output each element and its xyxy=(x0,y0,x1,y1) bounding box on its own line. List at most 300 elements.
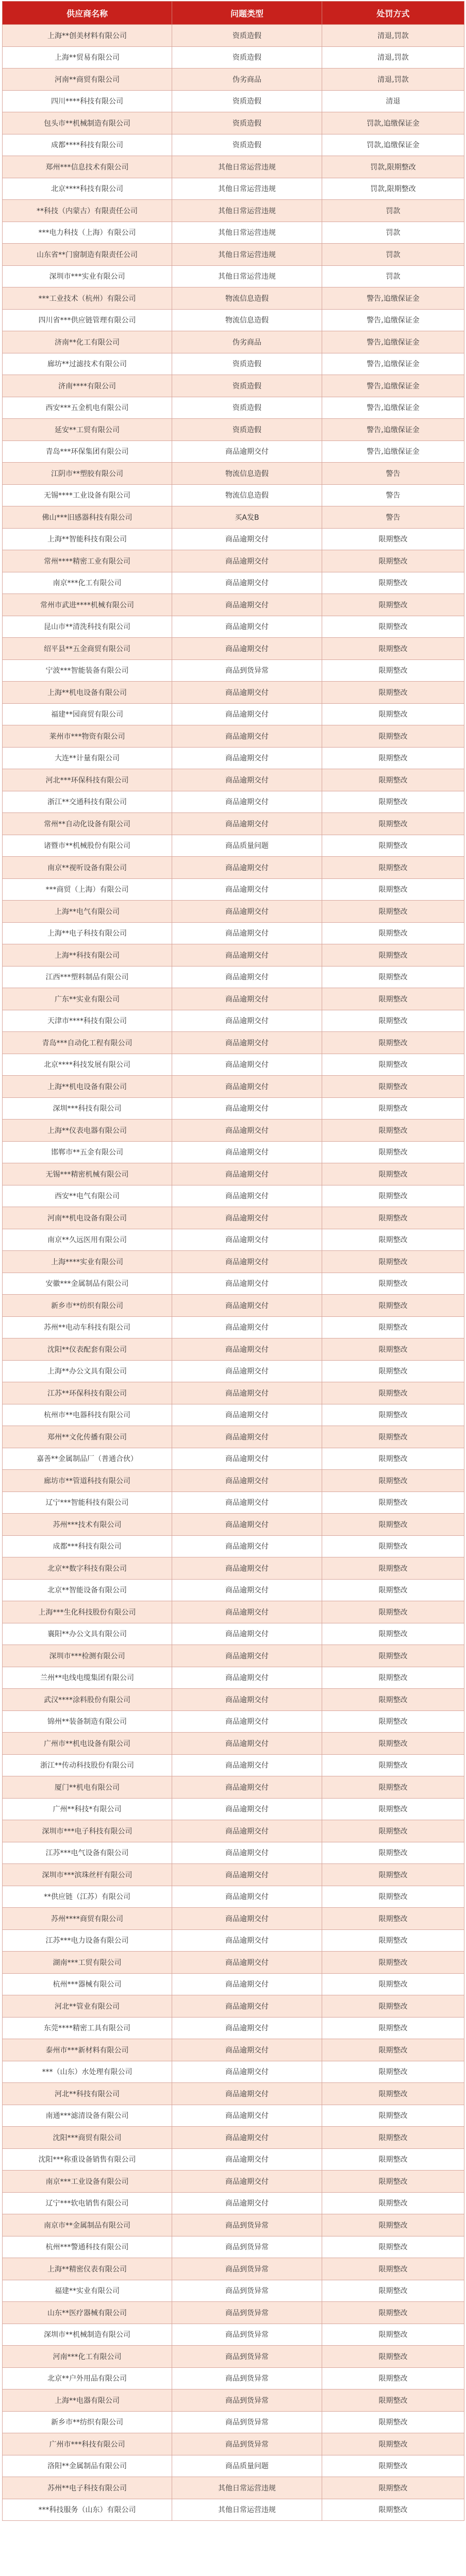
issue-type-cell: 商品到货异常 xyxy=(172,2389,322,2412)
issue-type-cell: 商品逾期交付 xyxy=(172,1623,322,1645)
issue-type-cell: 商品逾期交付 xyxy=(172,966,322,988)
penalty-method-cell: 限期整改 xyxy=(322,2039,464,2061)
penalty-method-cell: 限期整改 xyxy=(322,1535,464,1557)
penalty-method-cell: 警告,追缴保证金 xyxy=(322,397,464,419)
issue-type-cell: 商品逾期交付 xyxy=(172,1579,322,1601)
table-row xyxy=(3,2411,464,2433)
penalty-method-cell: 限期整改 xyxy=(322,1360,464,1382)
issue-type-cell: 其他日常运营违规 xyxy=(172,156,322,178)
table-row xyxy=(3,2061,464,2083)
issue-type-cell: 商品逾期交付 xyxy=(172,1163,322,1185)
table-row xyxy=(3,484,464,506)
penalty-method-cell: 限期整改 xyxy=(322,1776,464,1799)
issue-type-cell: 商品逾期交付 xyxy=(172,550,322,572)
table-row xyxy=(3,1645,464,1667)
supplier-name-cell: 四川省***供应链管理有限公司 xyxy=(3,309,172,331)
issue-type-cell: 商品到货异常 xyxy=(172,2236,322,2258)
issue-type-cell: 商品逾期交付 xyxy=(172,1316,322,1338)
supplier-name-cell: 河南***化工有限公司 xyxy=(3,2346,172,2368)
issue-type-cell: 商品逾期交付 xyxy=(172,2017,322,2039)
issue-type-cell: 商品逾期交付 xyxy=(172,1952,322,1974)
issue-type-cell: 商品逾期交付 xyxy=(172,944,322,967)
supplier-name-cell: 苏州**电动车科技有限公司 xyxy=(3,1316,172,1338)
issue-type-cell: 商品质量问题 xyxy=(172,835,322,857)
penalty-method-cell: 限期整改 xyxy=(322,813,464,835)
supplier-name-cell: 廊坊市**管道科技有限公司 xyxy=(3,1470,172,1492)
penalty-method-cell: 限期整改 xyxy=(322,1076,464,1098)
supplier-name-cell: 昆山市**清洗科技有限公司 xyxy=(3,616,172,638)
penalty-method-cell: 限期整改 xyxy=(322,1207,464,1229)
table-row xyxy=(3,769,464,791)
supplier-name-cell: ***电力科技（上海）有限公司 xyxy=(3,222,172,244)
penalty-method-cell: 限期整改 xyxy=(322,2127,464,2149)
issue-type-cell: 其他日常运营违规 xyxy=(172,244,322,266)
penalty-method-cell: 限期整改 xyxy=(322,1842,464,1864)
table-row xyxy=(3,1097,464,1120)
table-row xyxy=(3,1448,464,1470)
table-row xyxy=(3,287,464,310)
table-row xyxy=(3,440,464,463)
table-row xyxy=(3,1470,464,1492)
table-row xyxy=(3,659,464,682)
issue-type-cell: 商品逾期交付 xyxy=(172,1141,322,1163)
supplier-name-cell: 兰州**电线电缆集团有限公司 xyxy=(3,1667,172,1689)
supplier-name-cell: 上海**仪表电器有限公司 xyxy=(3,1120,172,1142)
supplier-name-cell: 无锡***精密机械有限公司 xyxy=(3,1163,172,1185)
supplier-name-cell: 苏州**电子科技有限公司 xyxy=(3,2477,172,2499)
issue-type-cell: 商品逾期交付 xyxy=(172,791,322,813)
issue-type-cell: 商品逾期交付 xyxy=(172,1710,322,1733)
supplier-name-cell: 嘉善**金属制品厂（普通合伙） xyxy=(3,1448,172,1470)
penalty-method-cell: 罚款,追缴保证金 xyxy=(322,134,464,156)
penalty-method-cell: 限期整改 xyxy=(322,2148,464,2171)
penalty-method-cell: 警告,追缴保证金 xyxy=(322,353,464,375)
supplier-name-cell: 郑州***信息技术有限公司 xyxy=(3,156,172,178)
penalty-method-cell: 限期整改 xyxy=(322,1973,464,1995)
header-penalty-method: 处罚方式 xyxy=(322,2,464,25)
issue-type-cell: 商品逾期交付 xyxy=(172,2061,322,2083)
penalty-method-cell: 限期整改 xyxy=(322,528,464,550)
supplier-name-cell: ***工业技术（杭州）有限公司 xyxy=(3,287,172,310)
penalty-method-cell: 限期整改 xyxy=(322,2367,464,2389)
penalty-method-cell: 限期整改 xyxy=(322,769,464,791)
penalty-method-cell: 限期整改 xyxy=(322,1382,464,1404)
issue-type-cell: 商品逾期交付 xyxy=(172,638,322,660)
issue-type-cell: 商品逾期交付 xyxy=(172,2148,322,2171)
supplier-name-cell: 安徽***金属制品有限公司 xyxy=(3,1273,172,1295)
table-row xyxy=(3,550,464,572)
penalty-method-cell: 限期整改 xyxy=(322,1163,464,1185)
table-row xyxy=(3,2192,464,2214)
issue-type-cell: 商品逾期交付 xyxy=(172,1338,322,1361)
issue-type-cell: 商品逾期交付 xyxy=(172,1470,322,1492)
penalty-method-cell: 限期整改 xyxy=(322,2171,464,2193)
table-row xyxy=(3,1426,464,1448)
issue-type-cell: 商品逾期交付 xyxy=(172,1426,322,1448)
penalty-method-cell: 限期整改 xyxy=(322,2346,464,2368)
supplier-name-cell: 上海****实业有限公司 xyxy=(3,1251,172,1273)
issue-type-cell: 商品逾期交付 xyxy=(172,1273,322,1295)
issue-type-cell: 其他日常运营违规 xyxy=(172,2499,322,2521)
penalty-method-cell: 限期整改 xyxy=(322,1120,464,1142)
table-body xyxy=(3,25,464,2521)
table-row xyxy=(3,112,464,134)
table-row xyxy=(3,2455,464,2477)
table-row xyxy=(3,528,464,550)
table-row xyxy=(3,2105,464,2127)
table-row xyxy=(3,25,464,47)
issue-type-cell: 商品逾期交付 xyxy=(172,572,322,594)
table-row xyxy=(3,1316,464,1338)
issue-type-cell: 商品到货异常 xyxy=(172,2346,322,2368)
issue-type-cell: 商品逾期交付 xyxy=(172,1185,322,1207)
supplier-name-cell: 上海**电气有限公司 xyxy=(3,901,172,923)
supplier-name-cell: 南京***工业设备有限公司 xyxy=(3,2171,172,2193)
supplier-name-cell: 南京**视听设备有限公司 xyxy=(3,857,172,879)
issue-type-cell: 买A发B xyxy=(172,506,322,529)
table-row xyxy=(3,944,464,967)
table-row xyxy=(3,1667,464,1689)
penalty-method-cell: 限期整改 xyxy=(322,2192,464,2214)
table-row xyxy=(3,1864,464,1886)
table-row xyxy=(3,616,464,638)
issue-type-cell: 商品到货异常 xyxy=(172,2433,322,2455)
penalty-method-cell: 限期整改 xyxy=(322,638,464,660)
penalty-method-cell: 清退 xyxy=(322,90,464,112)
issue-type-cell: 商品逾期交付 xyxy=(172,2192,322,2214)
supplier-name-cell: 福建**实业有限公司 xyxy=(3,2280,172,2302)
supplier-name-cell: 青岛***环保集团有限公司 xyxy=(3,440,172,463)
issue-type-cell: 商品逾期交付 xyxy=(172,440,322,463)
issue-type-cell: 商品逾期交付 xyxy=(172,988,322,1010)
supplier-name-cell: 浙江**传动科技股份有限公司 xyxy=(3,1754,172,1776)
penalty-method-cell: 限期整改 xyxy=(322,1054,464,1076)
supplier-name-cell: 新乡市**纺织有限公司 xyxy=(3,2411,172,2433)
table-row xyxy=(3,1492,464,1514)
penalty-method-cell: 限期整改 xyxy=(322,1141,464,1163)
table-row xyxy=(3,1010,464,1032)
issue-type-cell: 伪劣商品 xyxy=(172,69,322,91)
table-row xyxy=(3,90,464,112)
supplier-name-cell: 北京****科技发展有限公司 xyxy=(3,1054,172,1076)
issue-type-cell: 商品逾期交付 xyxy=(172,1097,322,1120)
supplier-name-cell: 山东**医疗器械有限公司 xyxy=(3,2302,172,2324)
supplier-name-cell: 厦门**机电有限公司 xyxy=(3,1776,172,1799)
issue-type-cell: 商品到货异常 xyxy=(172,2258,322,2280)
supplier-name-cell: 河南**商贸有限公司 xyxy=(3,69,172,91)
issue-type-cell: 商品逾期交付 xyxy=(172,1076,322,1098)
table-row xyxy=(3,156,464,178)
penalty-method-cell: 限期整改 xyxy=(322,659,464,682)
penalty-method-cell: 限期整改 xyxy=(322,2411,464,2433)
supplier-name-cell: 大连**计量有限公司 xyxy=(3,747,172,769)
supplier-name-cell: 西安***五金机电有限公司 xyxy=(3,397,172,419)
table-row xyxy=(3,2346,464,2368)
supplier-name-cell: 北京****科技有限公司 xyxy=(3,178,172,200)
penalty-method-cell: 限期整改 xyxy=(322,988,464,1010)
issue-type-cell: 商品到货异常 xyxy=(172,2367,322,2389)
issue-type-cell: 其他日常运营违规 xyxy=(172,222,322,244)
supplier-name-cell: 包头市**机械制造有限公司 xyxy=(3,112,172,134)
table-row xyxy=(3,1623,464,1645)
penalty-method-cell: 限期整改 xyxy=(322,1820,464,1842)
table-row xyxy=(3,988,464,1010)
issue-type-cell: 资质造假 xyxy=(172,112,322,134)
table-row xyxy=(3,375,464,397)
supplier-name-cell: 深圳市***检测有限公司 xyxy=(3,1645,172,1667)
supplier-name-cell: 福建**园商贸有限公司 xyxy=(3,703,172,725)
issue-type-cell: 商品逾期交付 xyxy=(172,1908,322,1930)
issue-type-cell: 商品逾期交付 xyxy=(172,1207,322,1229)
supplier-name-cell: 佛山***旧感器科技有限公司 xyxy=(3,506,172,529)
supplier-name-cell: 广州市**机电设备有限公司 xyxy=(3,1733,172,1755)
issue-type-cell: 商品逾期交付 xyxy=(172,1820,322,1842)
penalty-method-cell: 限期整改 xyxy=(322,922,464,944)
penalty-method-cell: 限期整改 xyxy=(322,1557,464,1580)
penalty-method-cell: 限期整改 xyxy=(322,966,464,988)
issue-type-cell: 商品逾期交付 xyxy=(172,2083,322,2105)
issue-type-cell: 物流信息造假 xyxy=(172,484,322,506)
issue-type-cell: 商品逾期交付 xyxy=(172,1229,322,1251)
issue-type-cell: 其他日常运营违规 xyxy=(172,200,322,222)
table-row xyxy=(3,1295,464,1317)
table-row xyxy=(3,1032,464,1054)
supplier-name-cell: ***商贸（上海）有限公司 xyxy=(3,878,172,901)
table-row xyxy=(3,1404,464,1426)
issue-type-cell: 商品逾期交付 xyxy=(172,901,322,923)
issue-type-cell: 商品逾期交付 xyxy=(172,1120,322,1142)
supplier-name-cell: 襄阳**办公文具有限公司 xyxy=(3,1623,172,1645)
issue-type-cell: 商品逾期交付 xyxy=(172,1733,322,1755)
supplier-name-cell: 河北**科技有限公司 xyxy=(3,2083,172,2105)
penalty-method-cell: 限期整改 xyxy=(322,1338,464,1361)
supplier-name-cell: 延安**工贸有限公司 xyxy=(3,419,172,441)
penalty-method-cell: 警告 xyxy=(322,506,464,529)
penalty-method-cell: 限期整改 xyxy=(322,857,464,879)
issue-type-cell: 商品到货异常 xyxy=(172,2280,322,2302)
supplier-name-cell: 常州市武进****机械有限公司 xyxy=(3,594,172,616)
supplier-name-cell: 江苏***电力设备有限公司 xyxy=(3,1929,172,1952)
penalty-method-cell: 限期整改 xyxy=(322,1251,464,1273)
supplier-name-cell: 江阴市**塑胶有限公司 xyxy=(3,463,172,485)
penalty-method-cell: 清退,罚款 xyxy=(322,46,464,69)
table-row xyxy=(3,1229,464,1251)
supplier-name-cell: 上海**办公文具有限公司 xyxy=(3,1360,172,1382)
supplier-name-cell: 常州****精密工业有限公司 xyxy=(3,550,172,572)
issue-type-cell: 商品逾期交付 xyxy=(172,1929,322,1952)
issue-type-cell: 商品逾期交付 xyxy=(172,1864,322,1886)
table-row xyxy=(3,463,464,485)
penalty-method-cell: 限期整改 xyxy=(322,1733,464,1755)
table-row xyxy=(3,1338,464,1361)
table-row xyxy=(3,1601,464,1623)
table-row xyxy=(3,2083,464,2105)
table-row xyxy=(3,1557,464,1580)
supplier-name-cell: 江苏***电气设备有限公司 xyxy=(3,1842,172,1864)
issue-type-cell: 商品逾期交付 xyxy=(172,1798,322,1820)
penalty-method-cell: 限期整改 xyxy=(322,1864,464,1886)
penalty-method-cell: 限期整改 xyxy=(322,944,464,967)
penalty-method-cell: 限期整改 xyxy=(322,1886,464,1908)
supplier-name-cell: 沈阳**仪表配套有限公司 xyxy=(3,1338,172,1361)
table-row xyxy=(3,791,464,813)
table-row xyxy=(3,2302,464,2324)
penalty-method-cell: 限期整改 xyxy=(322,1710,464,1733)
supplier-name-cell: 无锡****工业设备有限公司 xyxy=(3,484,172,506)
penalty-method-cell: 警告 xyxy=(322,484,464,506)
supplier-name-cell: 上海**贸易有限公司 xyxy=(3,46,172,69)
table-row xyxy=(3,265,464,287)
table-row xyxy=(3,46,464,69)
table-row xyxy=(3,331,464,353)
issue-type-cell: 其他日常运营违规 xyxy=(172,178,322,200)
table-row xyxy=(3,857,464,879)
issue-type-cell: 商品逾期交付 xyxy=(172,1886,322,1908)
penalty-method-cell: 罚款 xyxy=(322,244,464,266)
penalty-method-cell: 限期整改 xyxy=(322,1295,464,1317)
table-row xyxy=(3,1382,464,1404)
table-row xyxy=(3,813,464,835)
supplier-name-cell: 上海**创美材料有限公司 xyxy=(3,25,172,47)
penalty-method-cell: 罚款 xyxy=(322,222,464,244)
penalty-method-cell: 限期整改 xyxy=(322,1601,464,1623)
table-row xyxy=(3,1995,464,2018)
supplier-name-cell: 锦州**装备制造有限公司 xyxy=(3,1710,172,1733)
table-row xyxy=(3,638,464,660)
penalty-method-cell: 限期整改 xyxy=(322,1404,464,1426)
supplier-name-cell: 西安**电气有限公司 xyxy=(3,1185,172,1207)
issue-type-cell: 商品逾期交付 xyxy=(172,1295,322,1317)
issue-type-cell: 物流信息造假 xyxy=(172,287,322,310)
issue-type-cell: 其他日常运营违规 xyxy=(172,2477,322,2499)
table-row xyxy=(3,1973,464,1995)
issue-type-cell: 商品逾期交付 xyxy=(172,616,322,638)
penalty-method-cell: 限期整改 xyxy=(322,2214,464,2236)
table-row xyxy=(3,1514,464,1536)
issue-type-cell: 资质造假 xyxy=(172,134,322,156)
issue-type-cell: 伪劣商品 xyxy=(172,331,322,353)
issue-type-cell: 商品逾期交付 xyxy=(172,1054,322,1076)
supplier-name-cell: 邯郸市**五金有限公司 xyxy=(3,1141,172,1163)
table-row xyxy=(3,244,464,266)
table-row xyxy=(3,2389,464,2412)
penalty-method-cell: 罚款,限期整改 xyxy=(322,156,464,178)
supplier-name-cell: 上海**机电设备有限公司 xyxy=(3,1076,172,1098)
table-row xyxy=(3,1251,464,1273)
issue-type-cell: 商品逾期交付 xyxy=(172,2105,322,2127)
supplier-name-cell: 深圳市**机械制造有限公司 xyxy=(3,2324,172,2346)
penalty-method-cell: 限期整改 xyxy=(322,1032,464,1054)
issue-type-cell: 物流信息造假 xyxy=(172,309,322,331)
issue-type-cell: 商品质量问题 xyxy=(172,2455,322,2477)
penalty-table-container xyxy=(2,1,464,2521)
supplier-name-cell: 上海**精密仪表有限公司 xyxy=(3,2258,172,2280)
supplier-name-cell: **科技（内蒙古）有限责任公司 xyxy=(3,200,172,222)
penalty-method-cell: 罚款,限期整改 xyxy=(322,178,464,200)
penalty-method-cell: 限期整改 xyxy=(322,2236,464,2258)
penalty-method-cell: 限期整改 xyxy=(322,1448,464,1470)
issue-type-cell: 商品逾期交付 xyxy=(172,1601,322,1623)
penalty-method-cell: 限期整改 xyxy=(322,682,464,704)
supplier-name-cell: 杭州***警通科技有限公司 xyxy=(3,2236,172,2258)
supplier-name-cell: 广东**实业有限公司 xyxy=(3,988,172,1010)
issue-type-cell: 商品逾期交付 xyxy=(172,2127,322,2149)
supplier-name-cell: 深圳市***实业有限公司 xyxy=(3,265,172,287)
penalty-method-cell: 限期整改 xyxy=(322,878,464,901)
supplier-name-cell: 天津市****科技有限公司 xyxy=(3,1010,172,1032)
table-row xyxy=(3,572,464,594)
table-row xyxy=(3,2236,464,2258)
penalty-method-cell: 限期整改 xyxy=(322,1908,464,1930)
issue-type-cell: 物流信息造假 xyxy=(172,463,322,485)
table-row xyxy=(3,703,464,725)
issue-type-cell: 资质造假 xyxy=(172,397,322,419)
table-row xyxy=(3,2148,464,2171)
penalty-method-cell: 警告 xyxy=(322,463,464,485)
table-row xyxy=(3,1710,464,1733)
supplier-name-cell: 杭州***器械有限公司 xyxy=(3,1973,172,1995)
penalty-method-cell: 警告,追缴保证金 xyxy=(322,309,464,331)
issue-type-cell: 商品逾期交付 xyxy=(172,857,322,879)
penalty-method-cell: 清退,罚款 xyxy=(322,25,464,47)
issue-type-cell: 商品到货异常 xyxy=(172,2302,322,2324)
table-row xyxy=(3,2214,464,2236)
penalty-method-cell: 限期整改 xyxy=(322,2455,464,2477)
supplier-name-cell: 河南**机电设备有限公司 xyxy=(3,1207,172,1229)
issue-type-cell: 商品逾期交付 xyxy=(172,747,322,769)
table-row xyxy=(3,1076,464,1098)
supplier-name-cell: 浙江**交通科技有限公司 xyxy=(3,791,172,813)
issue-type-cell: 商品逾期交付 xyxy=(172,878,322,901)
supplier-name-cell: 成都***科技有限公司 xyxy=(3,1535,172,1557)
penalty-method-cell: 限期整改 xyxy=(322,2433,464,2455)
supplier-name-cell: 南京市**金属制品有限公司 xyxy=(3,2214,172,2236)
penalty-method-cell: 限期整改 xyxy=(322,725,464,748)
penalty-method-cell: 限期整改 xyxy=(322,1492,464,1514)
supplier-name-cell: 济南**化工有限公司 xyxy=(3,331,172,353)
penalty-method-cell: 限期整改 xyxy=(322,1185,464,1207)
penalty-method-cell: 限期整改 xyxy=(322,1798,464,1820)
table-header xyxy=(3,2,464,25)
penalty-method-cell: 罚款,追缴保证金 xyxy=(322,112,464,134)
penalty-method-cell: 限期整改 xyxy=(322,1645,464,1667)
penalty-method-cell: 限期整改 xyxy=(322,2105,464,2127)
table-row xyxy=(3,725,464,748)
table-row xyxy=(3,1886,464,1908)
table-row xyxy=(3,2171,464,2193)
penalty-method-cell: 限期整改 xyxy=(322,901,464,923)
penalty-method-cell: 限期整改 xyxy=(322,1470,464,1492)
penalty-method-cell: 警告,追缴保证金 xyxy=(322,375,464,397)
penalty-method-cell: 罚款 xyxy=(322,265,464,287)
issue-type-cell: 商品逾期交付 xyxy=(172,1689,322,1711)
supplier-name-cell: 莱州市***物资有限公司 xyxy=(3,725,172,748)
table-row xyxy=(3,222,464,244)
supplier-name-cell: 广州**科技*有限公司 xyxy=(3,1798,172,1820)
table-row xyxy=(3,2258,464,2280)
penalty-method-cell: 限期整改 xyxy=(322,1623,464,1645)
table-row xyxy=(3,1535,464,1557)
penalty-method-cell: 限期整改 xyxy=(322,1754,464,1776)
issue-type-cell: 商品逾期交付 xyxy=(172,1514,322,1536)
supplier-name-cell: 上海**机电设备有限公司 xyxy=(3,682,172,704)
issue-type-cell: 商品逾期交付 xyxy=(172,922,322,944)
table-row xyxy=(3,2127,464,2149)
supplier-name-cell: 辽宁***智能科技有限公司 xyxy=(3,1492,172,1514)
penalty-method-cell: 限期整改 xyxy=(322,2324,464,2346)
issue-type-cell: 其他日常运营违规 xyxy=(172,265,322,287)
penalty-method-cell: 限期整改 xyxy=(322,1995,464,2018)
